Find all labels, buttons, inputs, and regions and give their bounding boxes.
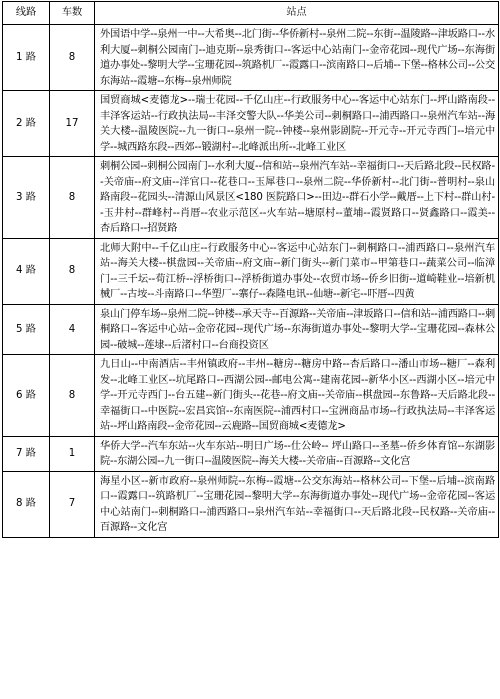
table-row bbox=[3, 436, 499, 471]
stop-list: 国贸商城<麦德龙>--瑞士花园--千亿山庄--行政服务中心--客运中心站东门--坪山路南段--丰泽客运站--行政执法局--丰泽交警大队--华美公司--刺桐路口--浦西路口--泉州汽车站--海关大楼--温陵医院--九一街口--泉州一院--钟楼--泉州影剧院--开元寺--开元寺西门--培元中学--城西路东段--西郊--锻湖村--北峰派出所--北峰工业区 bbox=[95, 91, 499, 157]
bus-count: 4 bbox=[50, 304, 95, 355]
route-name: 5 路 bbox=[3, 304, 50, 355]
stop-list: 刺桐公园--刺桐公园南门--水利大厦--信和站--泉州汽车站--幸福街口--天后路北段--民权路--关帝庙--府文庙--洋官口--花巷口--玉犀巷口--泉州二院--华侨新村--北门街--普明村--泉山路南段--花园头--清源山风景区<180 医院路口>--田边--群石小学--戴厝--上下村--群山村--玉井村--群峰村--肖厝--农业示范区--火车站--塘原村--董埔--霞贤路口--贤鑫路口--霞美--杏后路口--招贤路 bbox=[95, 157, 499, 239]
header-stops: 站点 bbox=[95, 2, 499, 25]
header-row bbox=[3, 2, 499, 25]
header-count: 车数 bbox=[50, 2, 95, 25]
bus-count: 17 bbox=[50, 91, 95, 157]
route-name: 3 路 bbox=[3, 157, 50, 239]
table-row bbox=[3, 238, 499, 304]
header-route: 线路 bbox=[3, 2, 50, 25]
bus-count: 1 bbox=[50, 436, 95, 471]
table-row bbox=[3, 471, 499, 537]
table-row bbox=[3, 355, 499, 437]
bus-count: 8 bbox=[50, 355, 95, 437]
route-name: 6 路 bbox=[3, 355, 50, 437]
route-name: 7 路 bbox=[3, 436, 50, 471]
bus-count: 7 bbox=[50, 471, 95, 537]
stop-list: 九日山--中南酒店--丰州镇政府--丰州--糖房--糖房中路--杏后路口--潘山市场--糖厂--森利发--北峰工业区--坑尾路口--西湖公园--邮电公寓--建南花园--新华小区--西湖小区--培元中学--开元寺西门--台五建--新门街头--花巷--府文庙--关帝庙--棋盘园--东鲁路--天后路北段--幸福街口--中医院--宏昌宾馆--东南医院--浦西村口--宝洲商品市场--行政执法局--丰泽客运站--坪山路南段--金帝花园--云鹿路--国贸商城<麦德龙> bbox=[95, 355, 499, 437]
bus-count: 8 bbox=[50, 25, 95, 91]
bus-count: 8 bbox=[50, 157, 95, 239]
bus-count: 8 bbox=[50, 238, 95, 304]
route-name: 2 路 bbox=[3, 91, 50, 157]
stop-list: 海星小区--新市政府--泉州师院--东梅--霞塘--公交东海站--格林公司--下堡--后埔--滨南路口--霞露口--筑路机厂--宝珊花园--黎明大学--东海街道办事处--现代广场--金帝花园--客运中心站南门--刺桐路口--浦西路口--泉州汽车站--幸福街口--天后路北段--民权路--关帝庙--百源路--文化宫 bbox=[95, 471, 499, 537]
route-table bbox=[2, 1, 499, 538]
stop-list: 外国语中学--泉州一中--大希奥--北门街--华侨新村--泉州二院--东街--温陵路--津坂路口--水利大厦--刺桐公园南门--迪克斯--泉秀街口--客运中心站南门--金帝花园--现代广场--东海街道办事处--黎明大学--宝珊花园--筑路机厂--霞露口--滨南路口--后埔--下堡--格林公司--公交东海站--霞塘--东梅--泉州师院 bbox=[95, 25, 499, 91]
stop-list: 华侨大学--汽车东站--火车东站--明日广场--仕公岭-- 坪山路口--圣墓--侨乡体育馆--东湖影院--东湖公园--九一街口--温陵医院--海关大楼--关帝庙--百源路--文化宫 bbox=[95, 436, 499, 471]
route-name: 1 路 bbox=[3, 25, 50, 91]
stop-list: 北师大附中--千亿山庄--行政服务中心--客运中心站东门--刺桐路口--浦西路口--泉州汽车站--海关大楼--棋盘园--关帝庙--府文庙--新门街头--新门菜市--甲第巷口--蔬菜公司--临漳门--三千坛--荀江桥--浮桥街口--浮桥街道办事处--农贸市场--侨乡旧街--道崎鞋业--培新机械厂--古垵--斗南路口--华塑厂--寨仔--森隆电讯--仙塘--新宅--吓厝--四黄 bbox=[95, 238, 499, 304]
route-name: 8 路 bbox=[3, 471, 50, 537]
stop-list: 泉山门停车场--泉州二院--钟楼--承天寺--百源路--关帝庙--津坂路口--信和站--浦西路口--刺桐路口--客运中心站--金帝花园--现代广场--东海街道办事处--黎明大学--宝珊花园--森林公园--破城--莲埭--后渚村口--台商投资区 bbox=[95, 304, 499, 355]
table-row bbox=[3, 25, 499, 91]
table-row bbox=[3, 157, 499, 239]
table-row bbox=[3, 91, 499, 157]
table-row bbox=[3, 304, 499, 355]
route-name: 4 路 bbox=[3, 238, 50, 304]
